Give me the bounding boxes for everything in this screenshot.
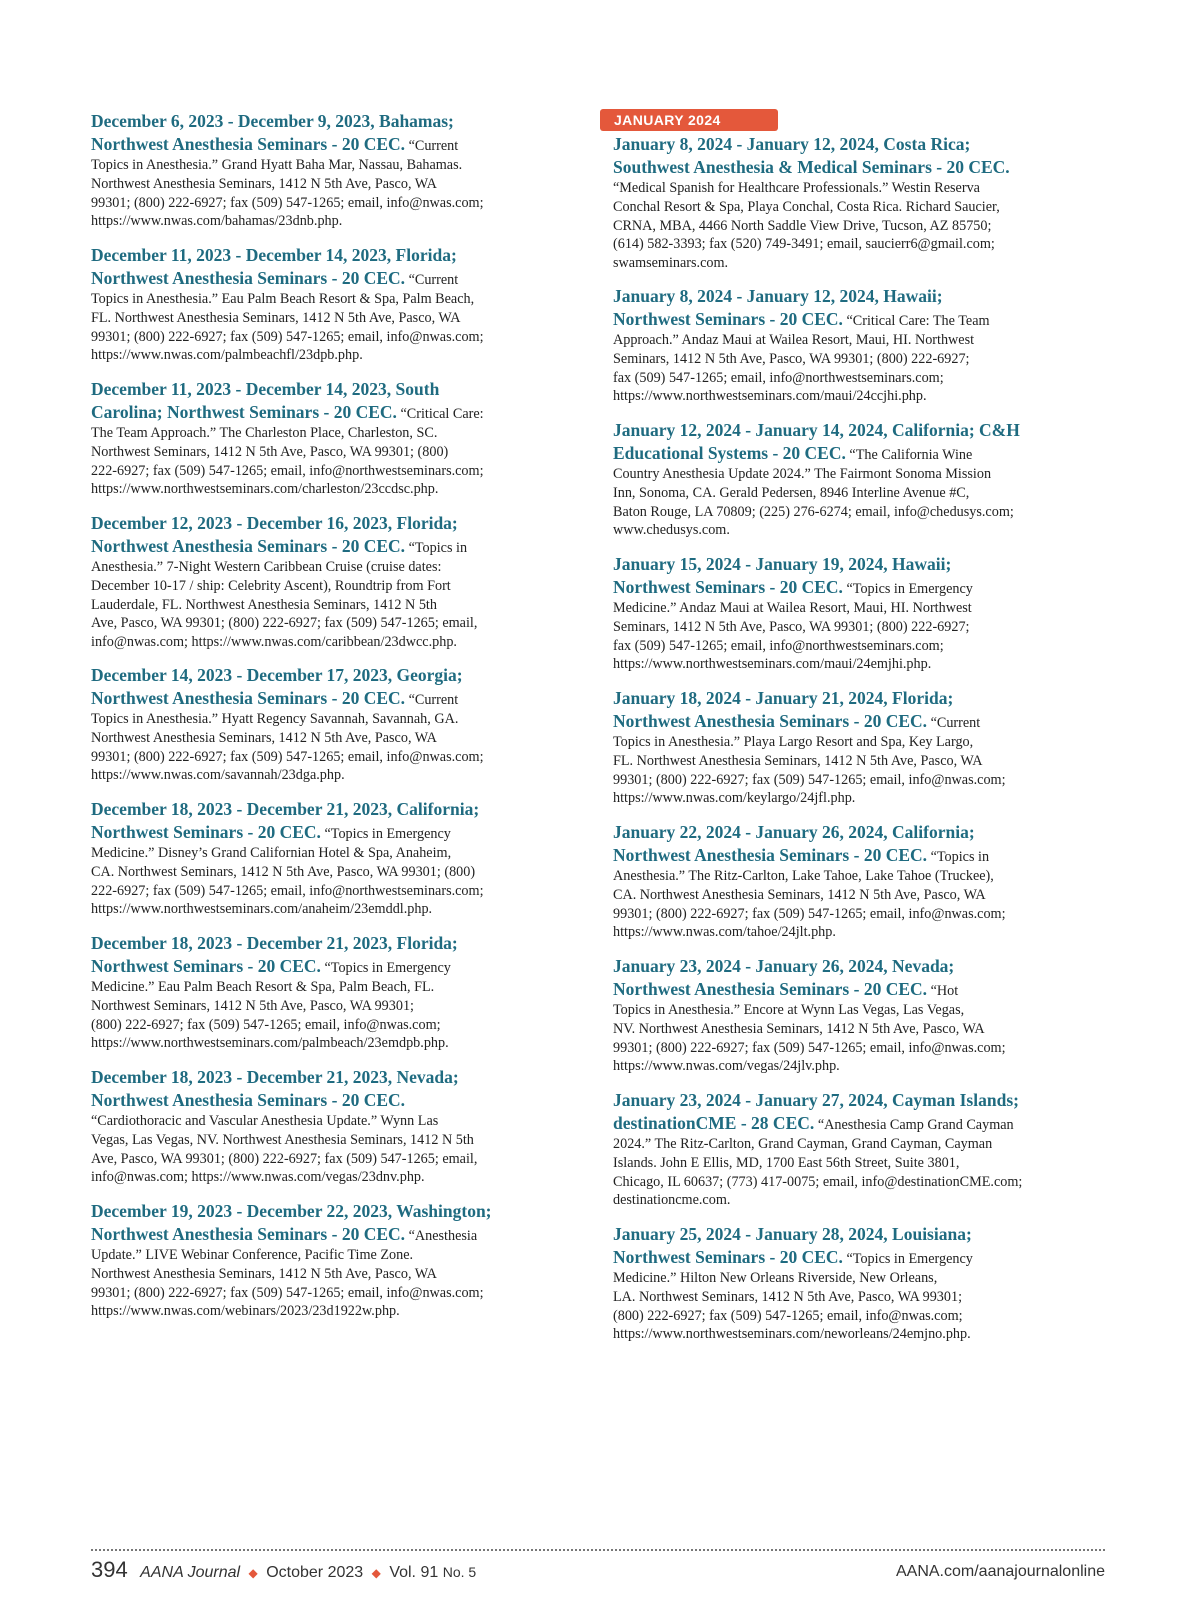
entry-date-location: January 23, 2024 - January 26, 2024, Nevada; [613,956,955,976]
entry-date-location: December 18, 2023 - December 21, 2023, Nevada; [91,1067,459,1087]
entry-detail-line: 222-6927; fax (509) 547-1265; email, info@northwestseminars.com; [91,882,484,899]
entry-detail-line: NV. Northwest Anesthesia Seminars, 1412 N 5th Ave, Pasco, WA [613,1020,985,1037]
entry-detail-line: info@nwas.com; https://www.nwas.com/caribbean/23dwcc.php. [91,634,457,651]
left-meeting-entry [91,378,571,499]
entry-detail-line: Topics in Anesthesia.” Grand Hyatt Baha Mar, Nassau, Bahamas. [91,157,463,173]
entry-detail-line: CRNA, MBA, 4466 North Saddle View Drive, Tucson, AZ 85750; [613,217,992,234]
entry-detail-line: 99301; (800) 222-6927; fax (509) 547-1265; email, info@nwas.com; [91,1284,484,1301]
entry-sponsor: Carolina; Northwest Seminars - 20 CEC. [91,402,397,422]
entry-detail-line: Conchal Resort & Spa, Playa Conchal, Costa Rica. Richard Saucier, [613,198,1000,215]
entry-title-start: “Topics in [930,849,990,865]
entry-detail-line: (800) 222-6927; fax (509) 547-1265; email, info@nwas.com; [91,1016,441,1033]
entry-detail-line: Lauderdale, FL. Northwest Anesthesia Seminars, 1412 N 5th [91,596,437,613]
left-meeting-entry [91,1200,571,1321]
entry-date-location: January 18, 2024 - January 21, 2024, Florida; [613,688,954,708]
right-meeting-entry [613,133,1093,273]
entry-sponsor: Northwest Anesthesia Seminars - 20 CEC. [91,134,406,154]
entry-detail-line: Approach.” Andaz Maui at Wailea Resort, Maui, HI. Northwest [613,332,975,348]
entry-detail-line: Islands. John E Ellis, MD, 1700 East 56th Street, Suite 3801, [613,1154,960,1171]
entry-detail-line: CA. Northwest Seminars, 1412 N 5th Ave, Pasco, WA 99301; (800) [91,863,476,880]
entry-detail-line: https://www.northwestseminars.com/maui/24ccjhi.php. [613,388,927,405]
right-meeting-entry [613,285,1093,406]
entry-detail-line: December 10-17 / ship: Celebrity Ascent), Roundtrip from Fort [91,577,451,594]
entry-sponsor: Northwest Anesthesia Seminars - 20 CEC. [613,711,928,731]
entry-detail-line: Anesthesia.” 7-Night Western Caribbean Cruise (cruise dates: [91,559,442,575]
entry-detail-line: fax (509) 547-1265; email, info@northwestseminars.com; [613,369,944,386]
entry-detail-line: Inn, Sonoma, CA. Gerald Pedersen, 8946 Interline Avenue #C, [613,484,970,501]
entry-sponsor: Northwest Anesthesia Seminars - 20 CEC. [91,688,406,708]
entry-date-location: December 11, 2023 - December 14, 2023, Florida; [91,245,457,265]
entry-sponsor: Northwest Anesthesia Seminars - 20 CEC. [91,1224,406,1244]
entry-detail-line: https://www.northwestseminars.com/charleston/23ccdsc.php. [91,481,439,498]
left-meeting-entry [91,110,571,231]
entry-detail-line: https://www.nwas.com/tahoe/24jlt.php. [613,924,836,941]
entry-detail-line: 99301; (800) 222-6927; fax (509) 547-1265; email, info@nwas.com; [91,194,484,211]
entry-detail-line: https://www.northwestseminars.com/neworleans/24emjno.php. [613,1326,971,1343]
entry-detail-line: CA. Northwest Anesthesia Seminars, 1412 N 5th Ave, Pasco, WA [613,886,986,903]
entry-title-start: “Anesthesia [408,1228,478,1244]
entry-date-location: December 12, 2023 - December 16, 2023, Florida; [91,513,458,533]
entry-date-location: January 8, 2024 - January 12, 2024, Costa Rica; [613,134,971,154]
entry-sponsor: Southwest Anesthesia & Medical Seminars - 20 CEC. [613,157,1010,177]
entry-detail-line: Ave, Pasco, WA 99301; (800) 222-6927; fax (509) 547-1265; email, [91,1150,478,1167]
entry-detail-line: https://www.northwestseminars.com/maui/24emjhi.php. [613,656,932,673]
entry-detail-line: (614) 582-3393; fax (520) 749-3491; email, saucierr6@gmail.com; [613,236,995,253]
entry-detail-line: 2024.” The Ritz-Carlton, Grand Cayman, Grand Cayman, Cayman [613,1136,993,1152]
entry-detail-line: Topics in Anesthesia.” Encore at Wynn Las Vegas, Las Vegas, [613,1002,965,1018]
entry-title-start: “Current [408,138,459,154]
entry-detail-line: Medicine.” Eau Palm Beach Resort & Spa, Palm Beach, FL. [91,979,435,995]
entry-title-start: “Topics in [408,540,468,556]
entry-detail-line: https://www.nwas.com/webinars/2023/23d1922w.php. [91,1303,400,1320]
entry-detail-line: fax (509) 547-1265; email, info@northwestseminars.com; [613,637,944,654]
footer-divider [91,1549,1105,1551]
entry-detail-line: FL. Northwest Anesthesia Seminars, 1412 N 5th Ave, Pasco, WA [613,752,983,769]
entry-date-location: January 8, 2024 - January 12, 2024, Hawaii; [613,286,943,306]
entry-detail-line: Seminars, 1412 N 5th Ave, Pasco, WA 99301; (800) 222-6927; [613,350,970,367]
left-meeting-entry [91,512,571,652]
entry-detail-line: https://www.northwestseminars.com/palmbeach/23emdpb.php. [91,1035,449,1052]
left-meeting-entry [91,664,571,785]
right-meeting-entry [613,1223,1093,1344]
entry-detail-line: https://www.nwas.com/keylargo/24jfl.php. [613,790,856,807]
entry-detail-line: Medicine.” Hilton New Orleans Riverside, New Orleans, [613,1270,938,1286]
journal-website-link[interactable]: AANA.com/aanajournalonline [895,1563,1105,1580]
volume: Vol. 91 [389,1564,439,1581]
left-meeting-entry [91,1066,571,1187]
entry-detail-line: FL. Northwest Anesthesia Seminars, 1412 N 5th Ave, Pasco, WA [91,309,461,326]
issue-date: October 2023 [266,1564,364,1581]
right-meeting-entry [613,419,1093,540]
month-badge: JANUARY 2024 [600,109,778,131]
entry-detail-line: Ave, Pasco, WA 99301; (800) 222-6927; fax (509) 547-1265; email, [91,615,478,632]
entry-sponsor: Northwest Anesthesia Seminars - 20 CEC. [91,1090,406,1110]
entry-detail-line: Topics in Anesthesia.” Hyatt Regency Savannah, Savannah, GA. [91,711,459,727]
entry-date-location: January 15, 2024 - January 19, 2024, Hawaii; [613,554,952,574]
entry-sponsor: Northwest Anesthesia Seminars - 20 CEC. [91,536,406,556]
entry-detail-line: LA. Northwest Seminars, 1412 N 5th Ave, Pasco, WA 99301; [613,1288,963,1305]
entry-detail-line: Seminars, 1412 N 5th Ave, Pasco, WA 99301; (800) 222-6927; [613,618,970,635]
entry-date-location: December 14, 2023 - December 17, 2023, Georgia; [91,665,463,685]
entry-title-start: “Topics in Emergency [324,826,451,842]
entry-detail-line: Topics in Anesthesia.” Eau Palm Beach Resort & Spa, Palm Beach, [91,291,475,307]
entry-sponsor: Northwest Anesthesia Seminars - 20 CEC. [613,845,928,865]
entry-detail-line: Northwest Anesthesia Seminars, 1412 N 5th Ave, Pasco, WA [91,729,437,746]
entry-detail-line: Chicago, IL 60637; (773) 417-0075; email, info@destinationCME.com; [613,1173,1023,1190]
entry-detail-line: 99301; (800) 222-6927; fax (509) 547-1265; email, info@nwas.com; [91,748,484,765]
entry-detail-line: 99301; (800) 222-6927; fax (509) 547-1265; email, info@nwas.com; [613,771,1006,788]
right-meeting-entry [613,1089,1093,1210]
entry-detail-line: Vegas, Las Vegas, NV. Northwest Anesthesia Seminars, 1412 N 5th [91,1131,474,1148]
entry-detail-line: Topics in Anesthesia.” Playa Largo Resort and Spa, Key Largo, [613,734,974,750]
entry-detail-line: https://www.nwas.com/savannah/23dga.php. [91,767,345,784]
entry-title-start: “Hot [930,983,959,999]
entry-title-start: “Critical Care: [400,406,484,422]
entry-detail-line: info@nwas.com; https://www.nwas.com/vegas/23dnv.php. [91,1169,425,1186]
entry-detail-line: destinationcme.com. [613,1192,731,1209]
entry-title-start: “Current [408,272,459,288]
entry-detail-line: https://www.nwas.com/palmbeachfl/23dpb.php. [91,347,363,364]
entry-title-start: “Current [408,692,459,708]
right-meeting-entry [613,955,1093,1076]
diamond-icon: ◆ [371,1566,381,1580]
entry-date-location: January 23, 2024 - January 27, 2024, Cayman Islands; [613,1090,1019,1110]
entry-sponsor: Northwest Anesthesia Seminars - 20 CEC. [613,979,928,999]
entry-detail-line: Anesthesia.” The Ritz-Carlton, Lake Tahoe, Lake Tahoe (Truckee), [613,868,994,884]
entry-sponsor: Northwest Seminars - 20 CEC. [91,956,321,976]
entry-detail-line: Northwest Seminars, 1412 N 5th Ave, Pasco, WA 99301; [91,997,415,1014]
entry-date-location: January 12, 2024 - January 14, 2024, California; C&H [613,420,1020,440]
entry-detail-line: Northwest Anesthesia Seminars, 1412 N 5th Ave, Pasco, WA [91,175,437,192]
entry-detail-line: Baton Rouge, LA 70809; (225) 276-6274; email, info@chedusys.com; [613,503,1014,520]
entry-title-start: “Topics in Emergency [846,1251,973,1267]
entry-detail-line: The Team Approach.” The Charleston Place, Charleston, SC. [91,425,438,441]
entry-date-location: December 6, 2023 - December 9, 2023, Bahamas; [91,111,454,131]
entry-detail-line: 222-6927; fax (509) 547-1265; email, info@northwestseminars.com; [91,462,484,479]
left-meeting-entry [91,244,571,365]
entry-title-start: “The California Wine [849,447,973,463]
entry-detail-line: Medicine.” Disney’s Grand Californian Hotel & Spa, Anaheim, [91,845,452,861]
entry-detail-line: swamseminars.com. [613,255,729,272]
entry-detail-line: “Medical Spanish for Healthcare Professionals.” Westin Reserva [613,180,980,196]
entry-title-start: “Topics in Emergency [324,960,451,976]
left-meeting-entry [91,798,571,919]
entry-detail-line: 99301; (800) 222-6927; fax (509) 547-1265; email, info@nwas.com; [613,1039,1006,1056]
entry-title-start: “Topics in Emergency [846,581,973,597]
entry-detail-line: https://www.northwestseminars.com/anaheim/23emddl.php. [91,901,433,918]
entry-sponsor: Northwest Anesthesia Seminars - 20 CEC. [91,268,406,288]
entry-detail-line: https://www.nwas.com/vegas/24jlv.php. [613,1058,840,1075]
entry-detail-line: 99301; (800) 222-6927; fax (509) 547-1265; email, info@nwas.com; [613,905,1006,922]
entry-sponsor: Northwest Seminars - 20 CEC. [91,822,321,842]
entry-date-location: December 11, 2023 - December 14, 2023, South [91,379,440,399]
entry-title-start: “Current [930,715,981,731]
right-meeting-entry [613,687,1093,808]
entry-date-location: December 18, 2023 - December 21, 2023, California; [91,799,480,819]
footer-citation [91,1557,476,1583]
entry-detail-line: Northwest Seminars, 1412 N 5th Ave, Pasco, WA 99301; (800) [91,443,449,460]
entry-date-location: December 18, 2023 - December 21, 2023, Florida; [91,933,458,953]
entry-date-location: January 22, 2024 - January 26, 2024, California; [613,822,975,842]
entry-detail-line: Northwest Anesthesia Seminars, 1412 N 5th Ave, Pasco, WA [91,1265,437,1282]
entry-sponsor: Northwest Seminars - 20 CEC. [613,1247,843,1267]
entry-sponsor: Northwest Seminars - 20 CEC. [613,309,843,329]
entry-detail-line: www.chedusys.com. [613,522,730,539]
entry-sponsor: Northwest Seminars - 20 CEC. [613,577,843,597]
left-meeting-entry [91,932,571,1053]
entry-detail-line: “Cardiothoracic and Vascular Anesthesia Update.” Wynn Las [91,1113,439,1129]
entry-detail-line: (800) 222-6927; fax (509) 547-1265; email, info@nwas.com; [613,1307,963,1324]
entry-detail-line: https://www.nwas.com/bahamas/23dnb.php. [91,213,343,230]
entry-detail-line: Update.” LIVE Webinar Conference, Pacific Time Zone. [91,1247,414,1263]
diamond-icon: ◆ [248,1566,258,1580]
entry-detail-line: 99301; (800) 222-6927; fax (509) 547-1265; email, info@nwas.com; [91,328,484,345]
entry-date-location: January 25, 2024 - January 28, 2024, Louisiana; [613,1224,972,1244]
entry-sponsor: Educational Systems - 20 CEC. [613,443,846,463]
journal-name: AANA Journal [140,1564,241,1581]
entry-date-location: December 19, 2023 - December 22, 2023, Washington; [91,1201,492,1221]
entry-sponsor: destinationCME - 28 CEC. [613,1113,815,1133]
entry-detail-line: Medicine.” Andaz Maui at Wailea Resort, Maui, HI. Northwest [613,600,972,616]
right-meeting-entry [613,821,1093,942]
page-number: 394 [91,1557,128,1582]
right-meeting-entry [613,553,1093,674]
entry-title-start: “Anesthesia Camp Grand Cayman [817,1117,1014,1133]
issue-number: No. 5 [442,1564,477,1580]
entry-detail-line: Country Anesthesia Update 2024.” The Fairmont Sonoma Mission [613,466,992,482]
entry-title-start: “Critical Care: The Team [846,313,990,329]
